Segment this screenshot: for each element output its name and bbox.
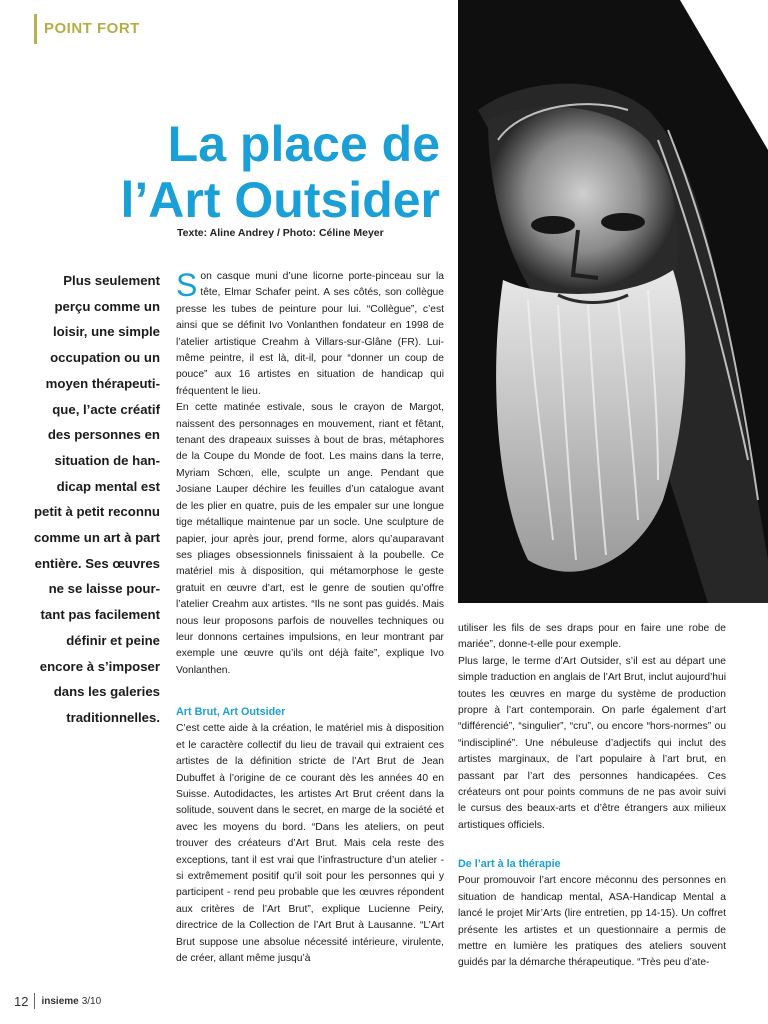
magazine-name: insieme (41, 995, 79, 1007)
page-number: 12 (14, 993, 29, 1009)
body-paragraph: utiliser les fils de ses draps pour en faire une robe de mariée”, donne-t-elle pour exemple. (458, 623, 726, 651)
body-column-left-top (176, 269, 444, 679)
drop-cap: S (176, 267, 198, 303)
body-paragraph: Pour promouvoir l’art encore méconnu des personnes en situation de handicap mental, ASA-Handicap Mental a lancé le projet Mir’Arts (lire entretien, pp 14-15). Un coffret présente les artistes et un questionnaire a permis de mettre en lumière les pratiques des ateliers souvent guidés par la démarche thérapeutique. “Très peu d’ate- (458, 875, 726, 969)
painting-photo (458, 0, 768, 603)
article-title (60, 116, 440, 228)
body-column-left-bottom (176, 704, 444, 968)
body-paragraph: C’est cette aide à la création, le matériel mis à disposition et le caractère collectif du lieu de travail qui extraient ces artistes de la définition stricte de l’Art Brut de Jean Dubuffet à l’origine de ce courant dès les années 40 en Suisse. Autodidactes, les artistes Art Brut créent dans la solitude, souvent dans le secret, en marge de la société et avec les moyens du bord. “Dans les ateliers, on peut trouver des créateurs d’Art Brut. Mais cela reste des exceptions, tant il est vrai que l’infrastructure d’un atelier - si extrêmement positif qu’il soit pour les personnes qui y participent - rend peu probable que les œuvres répondent aux critères de l’Art Brut”, explique Lucienne Peiry, directrice de la Collection de l’Art Brut à Lausanne. “L’Art Brut suppose une absolue nécessité intérieure, virulente, de créer, allant même jusqu’à (176, 723, 444, 965)
kicker-rule (34, 14, 37, 44)
body-column-right-top (458, 621, 726, 834)
subheading: Art Brut, Art Outsider (176, 706, 286, 718)
paragraph-text: on casque muni d’une licorne porte-pinceau sur la tête, Elmar Schafer peint. A ses côtés, son collègue presse les tubes de peinture pour lui. “Collègue”, c’est ainsi que se définit Ivo Vonlanthen fondateur en 1998 de l’atelier artistique Creahm à Villars-sur-Glâne (FR). Lui-même peintre, il est là, dit-il, pour “donner un coup de pouce” aux 16 artistes en situation de handicap qui fréquentent le lieu. (176, 271, 444, 397)
page-footer (14, 993, 101, 1009)
lead-paragraph: Plus seulement perçu comme un loisir, une simple occupation ou un moyen thérapeutique, l’acte créatif des personnes en situation de handicap mental est petit à petit reconnu comme un art à part entière. Ses œuvres ne se laisse pourtant pas facilement définir et peine encore à s’imposer dans les galeries traditionnelles. (33, 273, 160, 725)
issue-number: 3/10 (81, 995, 102, 1007)
title-line-1: La place de (167, 115, 440, 172)
bearded-man-painting-image (458, 0, 768, 603)
body-paragraph: Plus large, le terme d’Art Outsider, s’il est au départ une simple traduction en anglais de l’Art Brut, inclut aujourd’hui toutes les œuvres en marge du système de production propre à l’art contemporain. On parle également d’art “différencié”, “singulier”, “cru”, ou encore “hors-normes” ou “indiscipliné”. Une nébuleuse d’adjectifs qui inclut des artistes marginaux, de l’art populaire à l’art brut, en passant par l’art des personnes handicapées. Ces créateurs ont pour points communs de ne pas avoir suivi le cursus des beaux-arts et d’être étrangers aux milieux artistiques officiels. (458, 655, 726, 831)
body-column-right-bottom (458, 856, 726, 972)
byline: Texte: Aline Andrey / Photo: Céline Meyer (177, 227, 384, 239)
footer-divider (34, 993, 35, 1009)
subheading: De l’art à la thérapie (458, 858, 561, 870)
title-line-2: l’Art Outsider (120, 171, 440, 228)
section-kicker: POINT FORT (44, 20, 140, 37)
body-paragraph (176, 269, 444, 400)
body-paragraph: En cette matinée estivale, sous le crayon de Margot, naissent des personnages en mouvement, riant et fêtant, tenant des drapeaux suisses à bout de bras, métaphores de la Coupe du Monde de foot. Les mains dans la terre, Myriam Schœn, elle, sculpte un ange. Pendant que Josiane Lauper déchire les feuilles d’un catalogue avant de les plier en quatre, puis de les empaler sur une longue tige métallique maintenue par un socle. Une sculpture de papier, jour après jour, prend forme, alors qu’auparavant ses pliages obsessionnels finissaient à la poubelle. Ce matériel mis à disposition, qui métamorphose le geste gratuit en œuvre d’art, est le genre de soutien qu’offre l’atelier Creahm aux artistes. “Ils ne sont pas guidés. Mais nous leur proposons parfois de nouvelles techniques ou leur donnons certaines impulsions, en leur montrant par exemple une œuvre qu’ils ont déjà faite”, explique Ivo Vonlanthen. (176, 402, 444, 676)
